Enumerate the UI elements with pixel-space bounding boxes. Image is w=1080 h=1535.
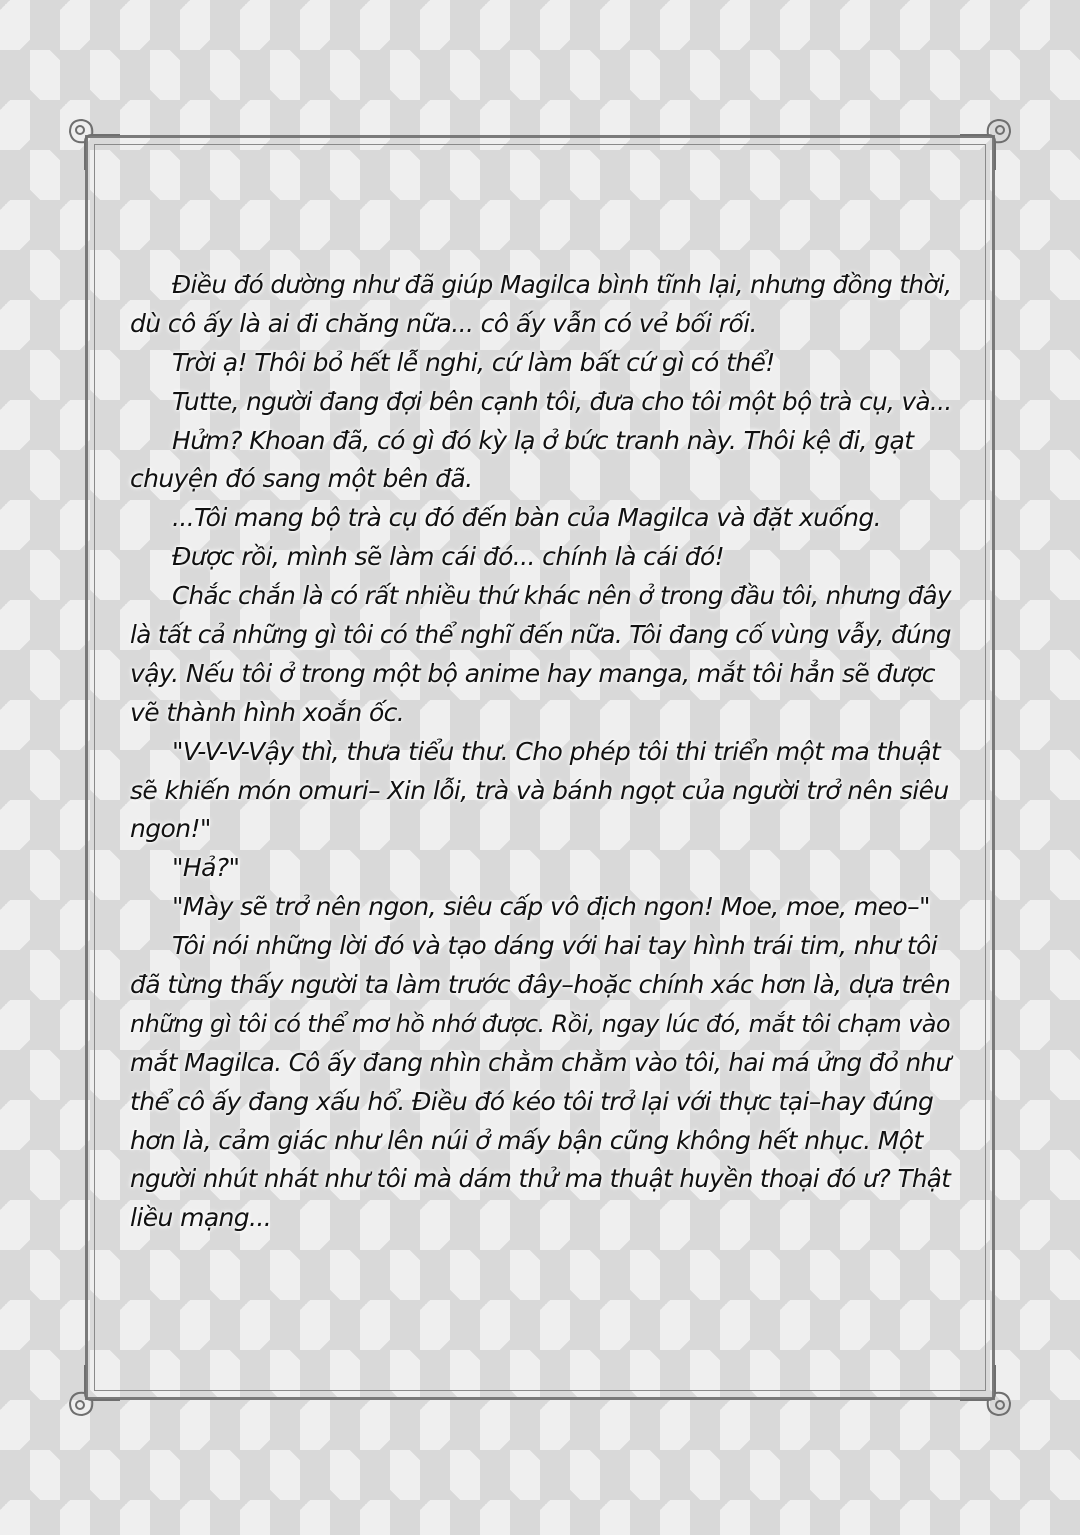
text-line: vẽ thành hình xoắn ốc. <box>130 697 405 727</box>
text-line: Chắc chắn là có rất nhiều thứ khác nên ở trong đầu tôi, nhưng đây <box>172 581 951 611</box>
corner-ornament-bottom-right <box>958 1363 1018 1423</box>
text-line: Được rồi, mình sẽ làm cái đó... chính là cái đó! <box>172 542 725 572</box>
text-line: Trời ạ! Thôi bỏ hết lễ nghi, cứ làm bất cứ gì có thể! <box>172 347 775 377</box>
text-line: những gì tôi có thể mơ hồ nhớ được. Rồi, ngay lúc đó, mắt tôi chạm vào <box>130 1009 950 1038</box>
text-line: ngon!" <box>130 814 211 844</box>
text-line: hơn là, cảm giác như lên núi ở mấy bận cũng không hết nhục. Một <box>130 1125 923 1155</box>
text-line: chuyện đó sang một bên đã. <box>130 464 473 494</box>
text-line: "Mày sẽ trở nên ngon, siêu cấp vô địch ngon! Moe, moe, meo–" <box>172 892 930 922</box>
text-line: người nhút nhát như tôi mà dám thử ma thuật huyền thoại đó ư? Thật <box>130 1164 951 1194</box>
text-line: vậy. Nếu tôi ở trong một bộ anime hay manga, mắt tôi hẳn sẽ được <box>130 658 935 688</box>
text-line: Tôi nói những lời đó và tạo dáng với hai tay hình trái tim, như tôi <box>172 931 938 961</box>
text-line: mắt Magilca. Cô ấy đang nhìn chằm chằm vào tôi, hai má ửng đỏ như <box>130 1047 951 1077</box>
text-line: "Hả?" <box>172 853 240 883</box>
text-line: sẽ khiến món omuri– Xin lỗi, trà và bánh ngọt của người trở nên siêu <box>130 775 949 805</box>
text-line: Điều đó dường như đã giúp Magilca bình tĩnh lại, nhưng đồng thời, <box>172 270 952 299</box>
corner-ornament-bottom-left <box>62 1363 122 1423</box>
text-line: "V-V-V-Vậy thì, thưa tiểu thư. Cho phép tôi thi triển một ma thuật <box>172 736 941 766</box>
text-line: đã từng thấy người ta làm trước đây–hoặc chính xác hơn là, dựa trên <box>130 970 951 1000</box>
corner-ornament-top-right <box>958 112 1018 172</box>
text-line: ...Tôi mang bộ trà cụ đó đến bàn của Magilca và đặt xuống. <box>172 503 881 533</box>
text-line: dù cô ấy là ai đi chăng nữa... cô ấy vẫn có vẻ bối rối. <box>130 308 757 338</box>
text-line: Tutte, người đang đợi bên cạnh tôi, đưa cho tôi một bộ trà cụ, và... <box>172 386 952 416</box>
body-text <box>130 266 960 1238</box>
text-line: liều mạng... <box>130 1203 272 1233</box>
text-line: thể cô ấy đang xấu hổ. Điều đó kéo tôi trở lại với thực tại–hay đúng <box>130 1086 934 1116</box>
text-line: Hửm? Khoan đã, có gì đó kỳ lạ ở bức tranh này. Thôi kệ đi, gạt <box>172 425 914 455</box>
text-line: là tất cả những gì tôi có thể nghĩ đến nữa. Tôi đang cố vùng vẫy, đúng <box>130 620 951 650</box>
corner-ornament-top-left <box>62 112 122 172</box>
